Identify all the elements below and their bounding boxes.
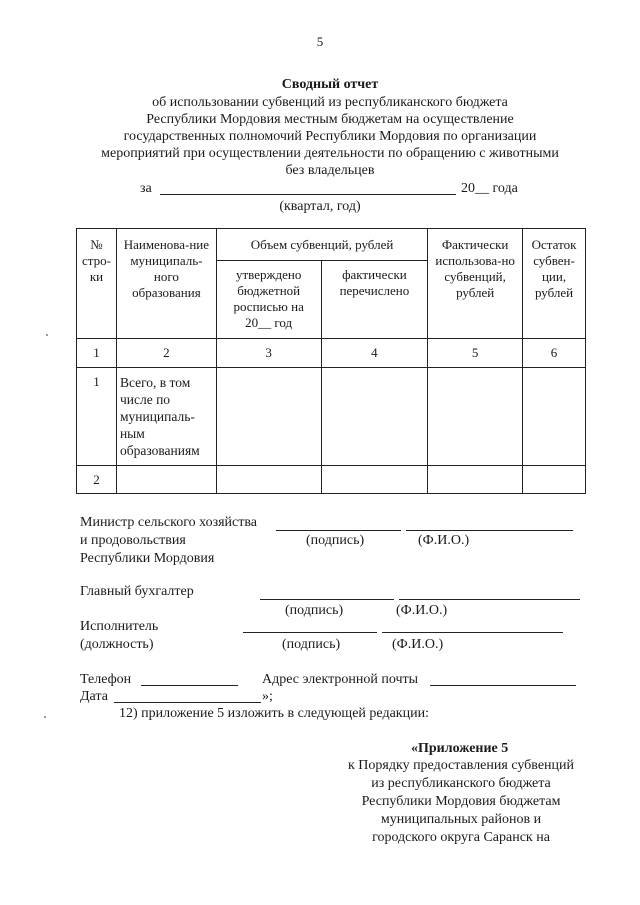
name-hint: (Ф.И.О.) xyxy=(418,533,470,548)
minister-name-line[interactable] xyxy=(406,530,573,531)
report-subtitle-line: государственных полномочий Республики Мордовия по организации xyxy=(123,129,537,144)
header-remainder: Остаток субвен-ции, рублей xyxy=(523,229,586,339)
column-number: 1 xyxy=(77,339,117,368)
email-blank-line[interactable] xyxy=(430,685,576,686)
appendix-line: Республики Мордовия бюджетам xyxy=(361,794,561,809)
table-cell-transferred[interactable] xyxy=(321,466,428,494)
header-transferred: фактически перечислено xyxy=(321,261,428,339)
appendix-title: «Приложение 5 xyxy=(411,741,509,756)
header-approved: утверждено бюджетной росписью на 20__ год xyxy=(216,261,321,339)
minister-title-line: Республики Мордовия xyxy=(80,551,215,566)
table-cell-transferred[interactable] xyxy=(321,368,428,466)
table-row-no: 2 xyxy=(77,466,117,494)
report-subtitle-line: об использовании субвенций из республиканского бюджета xyxy=(152,95,508,110)
scan-speck xyxy=(44,716,46,718)
executor-label: Исполнитель xyxy=(80,619,159,634)
signature-hint: (подпись) xyxy=(306,533,365,548)
minister-signature-line[interactable] xyxy=(276,530,401,531)
header-volume-group: Объем субвенций, рублей xyxy=(216,229,427,261)
appendix-line: городского округа Саранск на xyxy=(372,830,550,845)
period-hint: (квартал, год) xyxy=(279,199,361,214)
executor-name-line[interactable] xyxy=(382,632,563,633)
accountant-signature-line[interactable] xyxy=(260,599,394,600)
header-row-no: № стро-ки xyxy=(77,229,117,339)
appendix-line: из республиканского бюджета xyxy=(371,776,551,791)
report-title: Сводный отчет xyxy=(281,77,379,92)
name-hint: (Ф.И.О.) xyxy=(396,603,448,618)
table-cell-remainder[interactable] xyxy=(523,368,586,466)
period-prefix: за xyxy=(140,181,152,196)
minister-title-line: Министр сельского хозяйства xyxy=(80,515,257,530)
email-label: Адрес электронной почты xyxy=(262,672,419,687)
column-number: 5 xyxy=(428,339,523,368)
header-municipality: Наименова-ние муниципаль-ного образования xyxy=(116,229,216,339)
signature-hint: (подпись) xyxy=(285,603,344,618)
table-cell-remainder[interactable] xyxy=(523,466,586,494)
date-suffix: »; xyxy=(262,689,273,704)
report-subtitle-line: без владельцев xyxy=(285,163,375,178)
executor-signature-line[interactable] xyxy=(243,632,377,633)
chief-accountant-label: Главный бухгалтер xyxy=(80,584,194,599)
phone-label: Телефон xyxy=(80,672,132,687)
signature-hint: (подпись) xyxy=(282,637,341,652)
column-number: 2 xyxy=(116,339,216,368)
name-hint: (Ф.И.О.) xyxy=(392,637,444,652)
date-blank-line[interactable] xyxy=(114,702,261,703)
table-cell-used[interactable] xyxy=(428,368,523,466)
appendix-line: муниципальных районов и xyxy=(380,812,542,827)
year-label: 20__ года xyxy=(461,181,518,196)
period-blank-line[interactable] xyxy=(160,194,456,195)
table-cell-approved[interactable] xyxy=(216,466,321,494)
minister-title-line: и продовольствия xyxy=(80,533,186,548)
column-number: 3 xyxy=(216,339,321,368)
accountant-name-line[interactable] xyxy=(399,599,580,600)
table-row-no: 1 xyxy=(77,368,117,466)
table-cell-approved[interactable] xyxy=(216,368,321,466)
amendment-instruction: 12) приложение 5 изложить в следующей редакции: xyxy=(119,706,429,721)
scan-speck xyxy=(46,334,48,336)
page-number: 5 xyxy=(316,34,324,49)
phone-blank-line[interactable] xyxy=(141,685,238,686)
appendix-line: к Порядку предоставления субвенций xyxy=(347,758,575,773)
header-used: Фактически использова-но субвенций, рублей xyxy=(428,229,523,339)
column-number: 4 xyxy=(321,339,428,368)
table-row-name: Всего, в том числе по муниципаль-ным образованиям xyxy=(116,368,216,466)
date-label: Дата xyxy=(80,689,108,704)
subvention-report-table xyxy=(76,228,586,494)
table-cell-used[interactable] xyxy=(428,466,523,494)
executor-position-label: (должность) xyxy=(80,637,154,652)
report-subtitle-line: Республики Мордовия местным бюджетам на осуществление xyxy=(146,112,514,127)
column-number: 6 xyxy=(523,339,586,368)
report-subtitle-line: мероприятий при осуществлении деятельности по обращению с животными xyxy=(101,146,559,161)
table-row-name[interactable] xyxy=(116,466,216,494)
